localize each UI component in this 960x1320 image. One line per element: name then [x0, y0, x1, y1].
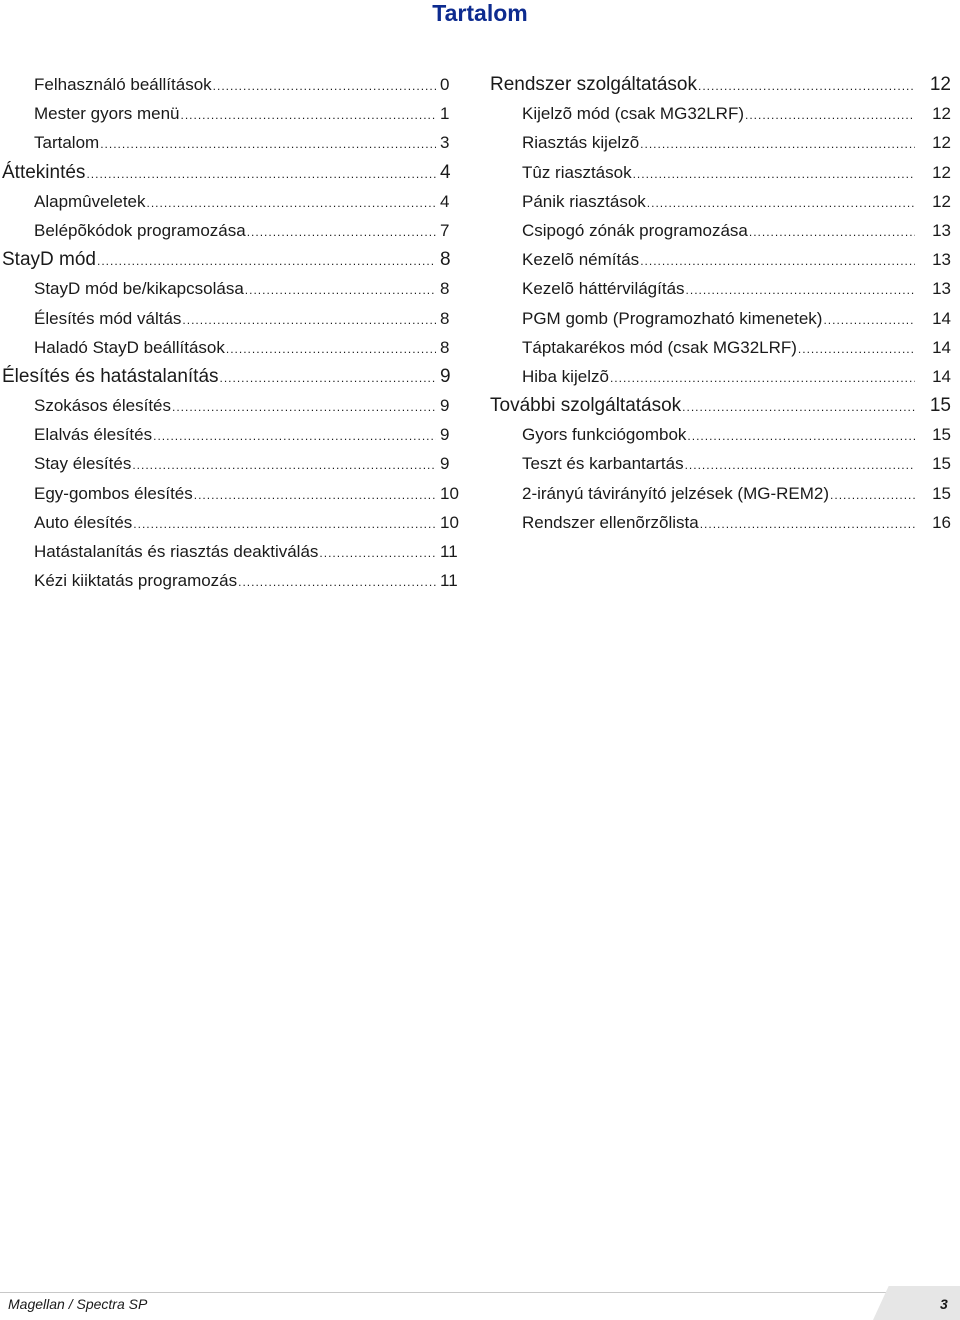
toc-dot-leader [97, 247, 436, 274]
footer-page-number: 3 [940, 1296, 948, 1312]
footer-product-name: Magellan / Spectra SP [8, 1296, 148, 1312]
toc-entry-page: 8 [440, 249, 451, 271]
toc-entry-label: Áttekintés [2, 161, 86, 183]
toc-entry-label: Pánik riasztások [522, 191, 646, 211]
toc-entry[interactable] [0, 128, 462, 157]
toc-entry-page: 10 [440, 483, 459, 503]
toc-entry[interactable] [488, 362, 951, 391]
toc-dot-leader [687, 422, 915, 449]
toc-entry-label: Kezelõ némítás [522, 250, 640, 270]
toc-entry-label: PGM gomb (Programozható kimenetek) [522, 308, 823, 328]
toc-entry[interactable] [0, 187, 462, 216]
toc-dot-leader [686, 276, 915, 303]
toc-entry-label: Tartalom [34, 133, 100, 153]
toc-entry[interactable] [488, 187, 951, 216]
toc-entry[interactable] [0, 158, 462, 187]
toc-entry[interactable] [488, 274, 951, 303]
toc-entry-page: 13 [932, 220, 951, 240]
toc-dot-leader [182, 306, 436, 333]
toc-entry-page: 10 [440, 512, 459, 532]
toc-entry[interactable] [0, 333, 462, 362]
toc-entry-page: 14 [932, 337, 951, 357]
toc-entry[interactable] [0, 99, 462, 128]
toc-entry[interactable] [0, 274, 462, 303]
toc-dot-leader [226, 335, 436, 362]
toc-entry[interactable] [0, 420, 462, 449]
toc-entry-page: 9 [440, 365, 451, 387]
toc-entry-label: Auto élesítés [34, 512, 133, 532]
toc-entry-page: 4 [440, 191, 450, 211]
toc-entry[interactable] [488, 99, 951, 128]
toc-entry-page: 3 [440, 133, 450, 153]
toc-dot-leader [147, 189, 436, 216]
toc-entry[interactable] [488, 216, 951, 245]
toc-entry-label: Csipogó zónák programozása [522, 220, 748, 240]
toc-dot-leader [220, 364, 436, 391]
toc-entry-page: 14 [932, 308, 951, 328]
toc-dot-leader [610, 364, 915, 391]
toc-entry[interactable] [488, 420, 951, 449]
toc-entry-label: Szokásos élesítés [34, 396, 172, 416]
toc-dot-leader [213, 72, 436, 99]
toc-dot-leader [640, 247, 915, 274]
toc-entry-label: Élesítés és hatástalanítás [2, 365, 219, 387]
toc-left-column [0, 70, 462, 595]
toc-dot-leader [823, 306, 915, 333]
toc-entry-label: Alapmûveletek [34, 191, 146, 211]
toc-entry[interactable] [488, 70, 951, 99]
toc-entry-page: 8 [440, 337, 450, 357]
toc-dot-leader [153, 422, 436, 449]
toc-entry[interactable] [0, 537, 462, 566]
toc-dot-leader [698, 72, 915, 99]
toc-entry-page: 8 [440, 279, 450, 299]
toc-entry-label: Teszt és karbantartás [522, 454, 684, 474]
toc-dot-leader [181, 101, 437, 128]
toc-dot-leader [238, 568, 436, 595]
toc-entry[interactable] [0, 508, 462, 537]
toc-dot-leader [798, 335, 915, 362]
toc-entry[interactable] [488, 333, 951, 362]
toc-entry-page: 9 [440, 425, 450, 445]
toc-entry-label: Élesítés mód váltás [34, 308, 182, 328]
page-title: Tartalom [432, 0, 528, 26]
toc-dot-leader [86, 160, 436, 187]
toc-dot-leader [640, 130, 915, 157]
toc-entry[interactable] [488, 391, 951, 420]
toc-entry-page: 15 [932, 454, 951, 474]
toc-entry-label: További szolgáltatások [490, 395, 682, 417]
toc-entry[interactable] [0, 449, 462, 478]
toc-entry-label: Kezelõ háttérvilágítás [522, 279, 685, 299]
toc-dot-leader [100, 130, 436, 157]
toc-entry-label: StayD mód be/kikapcsolása [34, 279, 244, 299]
toc-entry-page: 11 [440, 571, 458, 591]
toc-entry-label: Gyors funkciógombok [522, 425, 687, 445]
toc-entry-page: 12 [932, 191, 951, 211]
toc-entry-page: 13 [932, 250, 951, 270]
toc-entry-page: 16 [932, 512, 951, 532]
toc-dot-leader [830, 481, 915, 508]
toc-entry-page: 15 [929, 395, 951, 417]
toc-entry-label: Hatástalanítás és riasztás deaktiválás [34, 542, 319, 561]
toc-entry-page: 12 [929, 74, 951, 95]
toc-entry-label: Kézi kiiktatás programozás [34, 571, 238, 591]
toc-entry-page: 7 [440, 220, 450, 240]
toc-entry-page: 4 [440, 161, 451, 183]
toc-entry[interactable] [0, 566, 462, 595]
toc-entry-page: 14 [932, 366, 951, 386]
toc-entry-page: 12 [932, 133, 951, 153]
toc-entry-label: Haladó StayD beállítások [34, 337, 225, 357]
toc-entry[interactable] [0, 479, 462, 508]
toc-entry[interactable] [0, 304, 462, 333]
toc-entry-page: 15 [932, 425, 951, 445]
toc-entry-label: Rendszer szolgáltatások [490, 74, 697, 95]
toc-entry[interactable] [488, 128, 951, 157]
toc-entry-label: Rendszer ellenõrzõlista [522, 512, 699, 532]
toc-entry[interactable] [488, 479, 951, 508]
toc-dot-leader [172, 393, 436, 420]
toc-entry-page: 15 [932, 483, 951, 503]
toc-entry-page: 9 [440, 396, 450, 416]
toc-entry[interactable] [488, 245, 951, 274]
toc-entry-page: 9 [440, 454, 450, 474]
toc-entry[interactable] [488, 449, 951, 478]
toc-entry-page: 13 [932, 279, 951, 299]
toc-entry-label: Hiba kijelzõ [522, 366, 609, 386]
toc-entry-label: Mester gyors menü [34, 104, 180, 124]
toc-dot-leader [245, 276, 436, 303]
toc-dot-leader [633, 160, 915, 187]
toc-dot-leader [132, 451, 436, 478]
toc-entry-label: Riasztás kijelzõ [522, 133, 640, 153]
toc-entry-label: Egy-gombos élesítés [34, 483, 193, 503]
toc-entry-label: Elalvás élesítés [34, 425, 153, 445]
toc-dot-leader [319, 539, 436, 566]
toc-entry-label: Stay élesítés [34, 454, 132, 474]
toc-dot-leader [133, 510, 436, 537]
toc-entry[interactable] [488, 158, 951, 187]
toc-dot-leader [247, 218, 436, 245]
toc-entry[interactable] [0, 70, 462, 99]
toc-entry-label: Kijelzõ mód (csak MG32LRF) [522, 104, 745, 124]
toc-entry[interactable] [0, 362, 462, 391]
toc-dot-leader [194, 481, 436, 508]
toc-entry-page: 0 [440, 75, 450, 94]
toc-entry-page: 12 [932, 162, 951, 182]
toc-dot-leader [647, 189, 915, 216]
toc-entry-label: Felhasználó beállítások [34, 75, 212, 94]
toc-dot-leader [685, 451, 915, 478]
toc-entry[interactable] [488, 304, 951, 333]
toc-entry-label: Tûz riasztások [522, 162, 632, 182]
toc-entry-label: StayD mód [2, 249, 96, 271]
toc-entry[interactable] [488, 508, 951, 537]
toc-entry-label: Belépõkódok programozása [34, 220, 246, 240]
toc-entry-label: 2-irányú távirányító jelzések (MG-REM2) [522, 483, 830, 503]
toc-entry-page: 12 [932, 104, 951, 124]
toc-entry[interactable] [0, 391, 462, 420]
footer-divider [0, 1292, 952, 1293]
toc-right-column [488, 70, 951, 537]
toc-dot-leader [745, 101, 915, 128]
toc-entry-label: Táptakarékos mód (csak MG32LRF) [522, 337, 797, 357]
toc-dot-leader [700, 510, 915, 537]
toc-dot-leader [682, 393, 915, 420]
toc-entry-page: 11 [440, 542, 458, 561]
toc-entry-page: 8 [440, 308, 450, 328]
toc-entry[interactable] [0, 245, 462, 274]
toc-entry-page: 1 [440, 104, 450, 124]
toc-dot-leader [749, 218, 915, 245]
toc-entry[interactable] [0, 216, 462, 245]
